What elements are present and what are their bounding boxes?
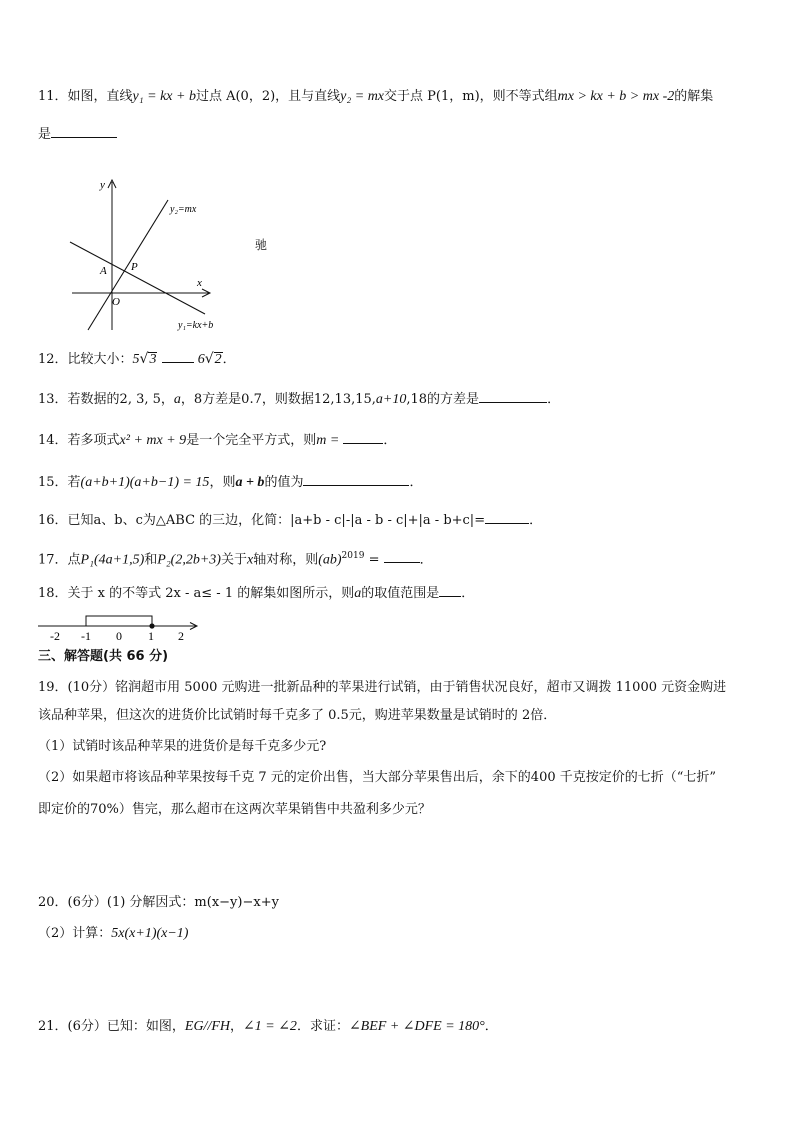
answer-blank[interactable] (343, 431, 383, 444)
formula-y1: y₁ = kx + b (132, 89, 196, 104)
tick-label: -2 (50, 629, 60, 643)
q11-line1: 11．如图，直线y₁ = kx + b过点 A(0，2)，且与直线y₂ = mx交于点 P(1，m)，则不等式组mx > kx + b > mx -2的解集 (38, 89, 714, 104)
x-axis-label: x (197, 277, 202, 289)
equation: (a+b+1)(a+b−1) = 15 (80, 475, 210, 490)
tick-label: 1 (148, 629, 154, 643)
answer-blank[interactable] (162, 350, 194, 363)
formula-y2: y₂ = mx (340, 89, 385, 104)
origin-label: O (112, 296, 120, 308)
q11-line2: 是 (38, 125, 117, 144)
point-a-label: A (100, 265, 107, 277)
q16: 16．已知a、b、c为△ABC 的三边，化简：|a+b - c|-|a - b - c|+|a - b+c|= ． (38, 513, 543, 528)
solid-point (149, 623, 154, 628)
section-heading: 三、解答题(共 66 分) (38, 649, 169, 664)
q17: 17．点P₁(4a+1,5)和P₂(2,2b+3)关于x轴对称，则(ab)$^{2019}$ = ． (38, 551, 433, 568)
tick-label: 2 (178, 629, 184, 643)
inequality-system: mx > kx + b > mx -2 (557, 89, 675, 104)
point-p-label: P (131, 261, 138, 273)
q19-sub2b: 即定价的70%）售完，那么超市在这两次苹果销售中共盈利多少元？ (38, 802, 431, 817)
q19-sub2a: （2）如果超市将该品种苹果按每千克 7 元的定价出售，当大部分苹果售出后，余下的400 千克按定价的七折（“七折” (38, 770, 717, 785)
q13: 13．若数据的2, 3, 5，a，8方差是0.7，则数据12,13,15,a+10,18的方差是 ． (38, 392, 561, 407)
q20-sub2: （2）计算：5x(x+1)(x−1) (38, 926, 189, 941)
stray-char: 驰 (255, 238, 268, 252)
q11-graph (60, 172, 280, 337)
q19-sub1: （1）试销时该品种苹果的进货价是每千克多少元? (38, 739, 327, 754)
q15: 15．若(a+b+1)(a+b−1) = 15，则a + b的值为 ． (38, 475, 423, 490)
answer-blank[interactable] (303, 473, 409, 486)
q20-line1: 20．(6分）(1) 分解因式：m(x−y)−x+y (38, 895, 279, 910)
answer-blank[interactable] (439, 584, 461, 597)
q14: 14．若多项式x² + mx + 9是一个完全平方式，则m = ． (38, 433, 397, 448)
y-axis-label: y (100, 179, 105, 191)
sqrt-2: 2 (214, 352, 222, 367)
polynomial: x² + mx + 9 (119, 433, 187, 448)
answer-blank[interactable] (485, 511, 529, 524)
q12: 12．比较大小：5√3 6√2． (38, 351, 236, 367)
line-y2-label: y₂=mx (170, 204, 197, 215)
q19-line2: 该品种苹果，但这次的进货价比试销时每千克多了 0.5元，购进苹果数量是试销时的 2倍． (38, 708, 557, 723)
sqrt-3: 3 (149, 352, 157, 367)
tick-label: 0 (116, 629, 122, 643)
solution-range-bracket (86, 616, 152, 626)
tick-label: -1 (81, 629, 91, 643)
line-y1 (70, 242, 205, 314)
point-p2: P₂(2,2b+3) (157, 552, 221, 568)
line-y1-label: y₁=kx+b (178, 320, 214, 331)
number-line (36, 608, 206, 644)
answer-blank[interactable] (479, 390, 547, 403)
answer-blank[interactable] (51, 125, 117, 138)
point-p1: P₁(4a+1,5) (80, 552, 145, 568)
q18: 18．关于 x 的不等式 2x - a≤ - 1 的解集如图所示，则a的取值范围是 ． (38, 586, 475, 601)
q21: 21．(6分）已知：如图，EG//FH，∠1 = ∠2．求证：∠BEF + ∠DFE = 180°． (38, 1019, 498, 1034)
answer-blank[interactable] (384, 550, 420, 563)
q19-line1: 19．(10分）铭润超市用 5000 元购进一批新品种的苹果进行试销，由于销售状况良好，超市又调拨 11000 元资金购进 (38, 680, 727, 695)
expression: 5x(x+1)(x−1) (111, 926, 189, 941)
